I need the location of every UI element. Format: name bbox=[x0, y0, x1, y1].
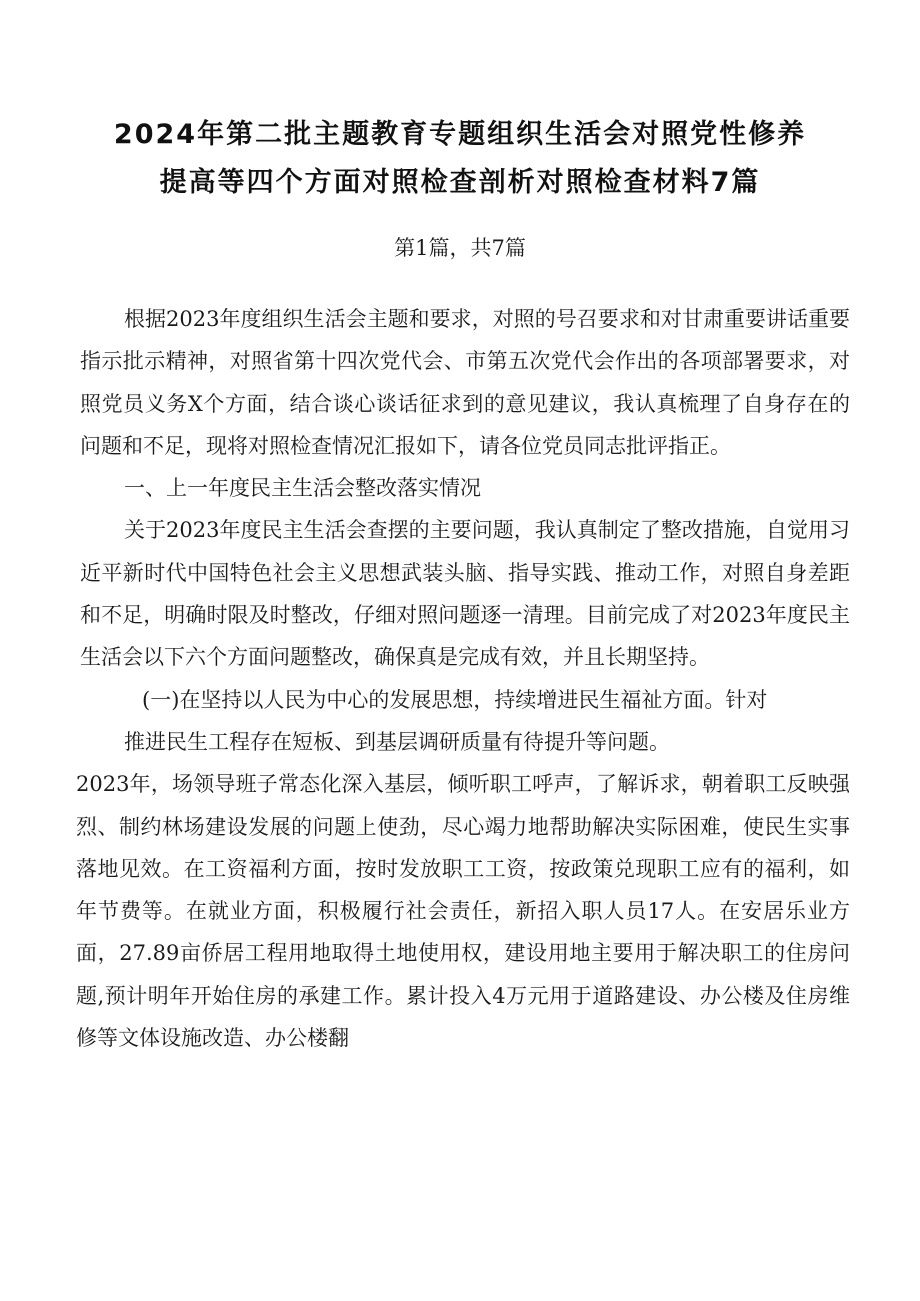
document-body bbox=[76, 298, 850, 1059]
document-subtitle: 第1篇，共7篇 bbox=[394, 236, 526, 260]
paragraph-intro: 根据2023年度组织生活会主题和要求，对照的号召要求和对甘肃重要讲话重要指示批示精神，对照省第十四次党代会、市第五次党代会作出的各项部署要求，对照党员义务X个方面，结合谈心谈话征求到的意见建议，我认真梳理了自身存在的问题和不足，现将对照检查情况汇报如下，请各位党员同志批评指正。 bbox=[80, 307, 850, 458]
document-title-line-2: 提高等四个方面对照检查剖析对照检查材料7篇 bbox=[159, 167, 761, 198]
section-heading-1: 一、上一年度民主生活会整改落实情况 bbox=[124, 476, 481, 501]
subsection-heading-1-continued: 推进民生工程存在短板、到基层调研质量有待提升等问题。 bbox=[124, 729, 670, 754]
paragraph-rectification: 关于2023年度民主生活会查摆的主要问题，我认真制定了整改措施，自觉用习近平新时代中国特色社会主义思想武装头脑、指导实践、推动工作，对照自身差距和不足，明确时限及时整改，仔细对照问题逐一清理。目前完成了对2023年度民主生活会以下六个方面问题整改，确保真是完成有效，并且长期坚持。 bbox=[80, 518, 850, 670]
document-title-line-1: 2024年第二批主题教育专题组织生活会对照党性修养 bbox=[113, 119, 807, 150]
subsection-heading-1: (一)在坚持以人民为中心的发展思想，持续增进民生福祉方面。针对 bbox=[142, 687, 768, 712]
paragraph-livelihood: 2023年，场领导班子常态化深入基层，倾听职工呼声，了解诉求，朝着职工反映强烈、制约林场建设发展的问题上使劲，尽心竭力地帮助解决实际困难，使民生实事落地见效。在工资福利方面，按时发放职工工资，按政策兑现职工应有的福利，如年节费等。在就业方面，积极履行社会责任，新招入职人员17人。在安居乐业方面，27.89亩侨居工程用地取得土地使用权，建设用地主要用于解决职工的住房问题,预计明年开始住房的承建工作。累计投入4万元用于道路建设、办公楼及住房维修等文体设施改造、办公楼翻 bbox=[76, 772, 850, 1051]
